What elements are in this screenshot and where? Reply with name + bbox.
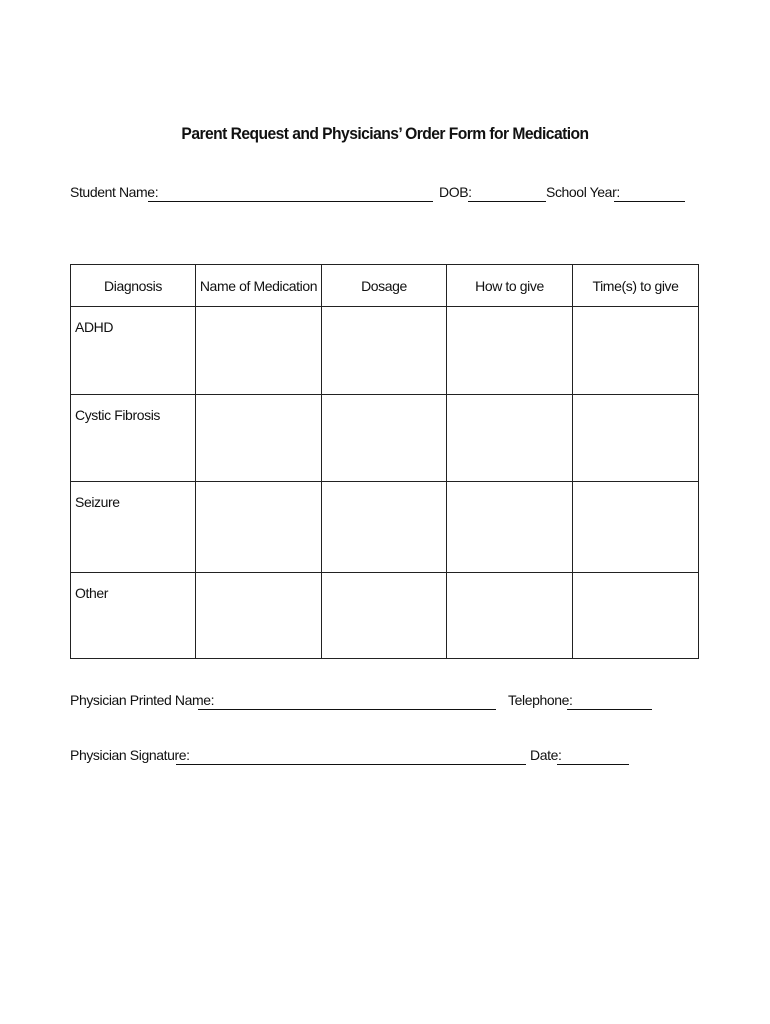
date-label: Date: xyxy=(530,747,562,763)
physician-printed-name-field[interactable] xyxy=(198,709,496,710)
how-to-give-cell[interactable] xyxy=(447,395,573,482)
diagnosis-cell: ADHD xyxy=(71,307,196,395)
dosage-cell[interactable] xyxy=(322,307,447,395)
physician-name-row xyxy=(0,692,770,714)
times-to-give-cell[interactable] xyxy=(573,307,699,395)
physician-printed-name-label: Physician Printed Name: xyxy=(70,692,215,708)
header-times-to-give: Time(s) to give xyxy=(573,265,699,307)
header-how-to-give: How to give xyxy=(447,265,573,307)
date-field[interactable] xyxy=(557,764,629,765)
dosage-cell[interactable] xyxy=(322,573,447,659)
form-title: Parent Request and Physicians’ Order Form for Medication xyxy=(181,124,589,143)
times-to-give-cell[interactable] xyxy=(573,482,699,573)
telephone-field[interactable] xyxy=(567,709,652,710)
table-row xyxy=(71,573,699,659)
how-to-give-cell[interactable] xyxy=(447,307,573,395)
school-year-label: School Year: xyxy=(546,184,620,200)
how-to-give-cell[interactable] xyxy=(447,482,573,573)
diagnosis-cell: Seizure xyxy=(71,482,196,573)
medication-name-cell[interactable] xyxy=(196,307,322,395)
medication-name-cell[interactable] xyxy=(196,573,322,659)
student-name-field[interactable] xyxy=(148,201,433,202)
times-to-give-cell[interactable] xyxy=(573,573,699,659)
table-row xyxy=(71,395,699,482)
table-header-row xyxy=(71,265,699,307)
how-to-give-cell[interactable] xyxy=(447,573,573,659)
dob-field[interactable] xyxy=(468,201,546,202)
physician-signature-field[interactable] xyxy=(176,764,526,765)
header-name-of-medication: Name of Medication xyxy=(196,265,322,307)
header-diagnosis: Diagnosis xyxy=(71,265,196,307)
telephone-label: Telephone: xyxy=(508,692,573,708)
times-to-give-cell[interactable] xyxy=(573,395,699,482)
dosage-cell[interactable] xyxy=(322,395,447,482)
physician-signature-label: Physician Signature: xyxy=(70,747,190,763)
dosage-cell[interactable] xyxy=(322,482,447,573)
school-year-field[interactable] xyxy=(614,201,685,202)
header-dosage: Dosage xyxy=(322,265,447,307)
diagnosis-cell: Other xyxy=(71,573,196,659)
medication-name-cell[interactable] xyxy=(196,395,322,482)
dob-label: DOB: xyxy=(439,184,472,200)
diagnosis-cell: Cystic Fibrosis xyxy=(71,395,196,482)
medication-table xyxy=(70,264,699,659)
table-row xyxy=(71,307,699,395)
physician-signature-row xyxy=(0,747,770,769)
medication-name-cell[interactable] xyxy=(196,482,322,573)
table-row xyxy=(71,482,699,573)
student-name-label: Student Name: xyxy=(70,184,159,200)
student-info-row xyxy=(0,184,770,206)
